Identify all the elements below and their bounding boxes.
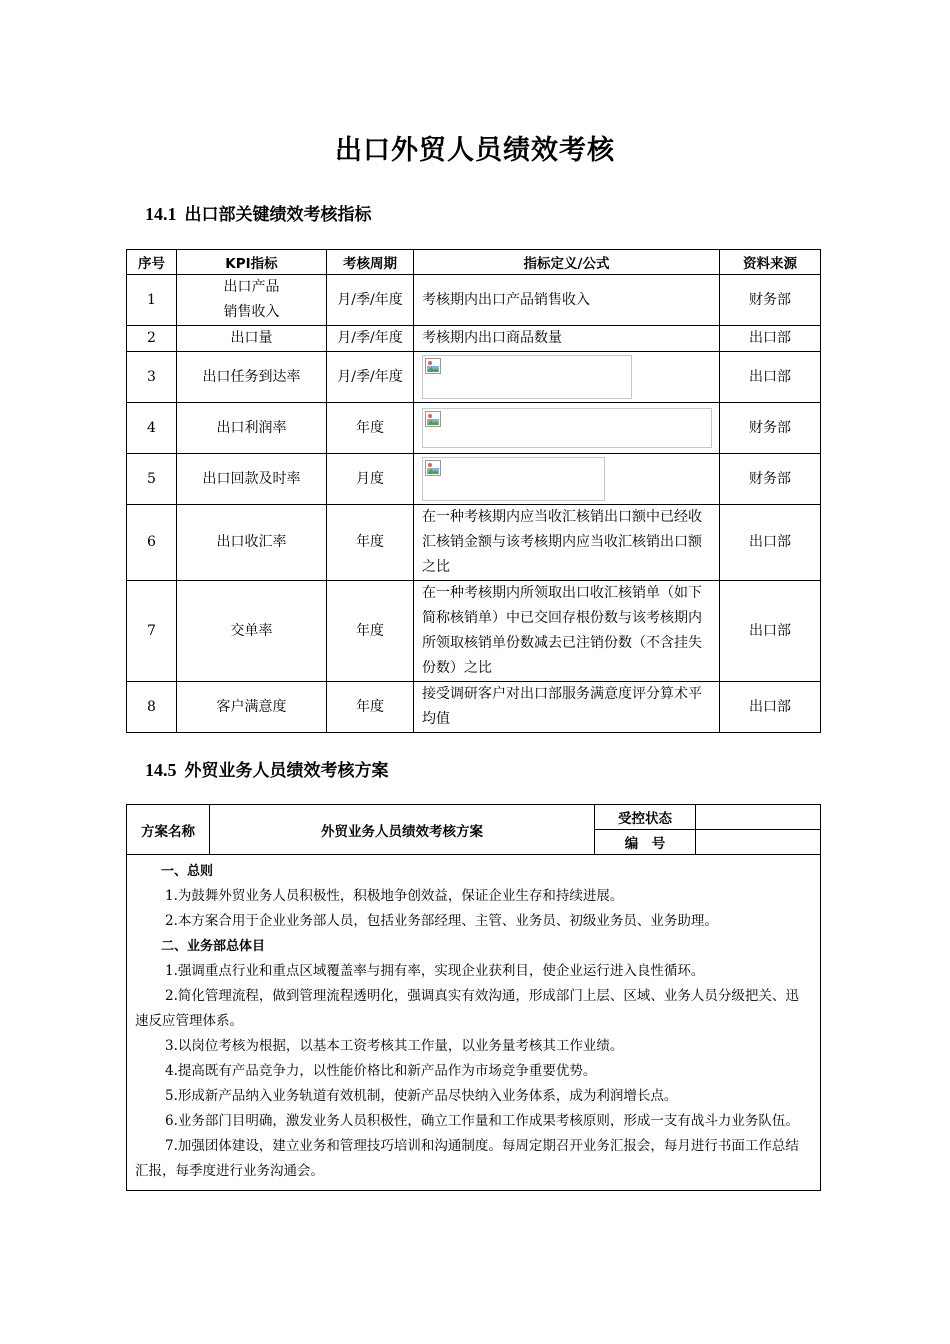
broken-image-icon (425, 358, 441, 374)
number-label: 编 号 (595, 830, 696, 855)
paragraph: 6.业务部门目明确，激发业务人员积极性，确立工作量和工作成果考核原则，形成一支有战斗力业务队伍。 (165, 1113, 799, 1129)
cell-definition (414, 454, 720, 505)
cell-kpi: 客户满意度 (177, 682, 327, 733)
paragraph: 2.本方案合用于企业业务部人员，包括业务部经理、主管、业务员、初级业务员、业务助理。 (165, 913, 718, 929)
cell-source: 出口部 (720, 326, 821, 352)
cell-no: 5 (127, 454, 177, 505)
table-row (127, 403, 821, 454)
cell-definition: 在一种考核期内应当收汇核销出口额中已经收汇核销金额与该考核期内应当收汇核销出口额之比 (414, 505, 720, 581)
paragraph: 4.提高既有产品竞争力，以性能价格比和新产品作为市场竞争重要优势。 (165, 1063, 597, 1079)
broken-image-icon (425, 411, 441, 427)
formula-image (422, 457, 605, 501)
header-cell: 考核周期 (327, 250, 414, 275)
cell-period: 年度 (327, 581, 414, 682)
paragraph: 7.加强团体建设，建立业务和管理技巧培训和沟通制度。每周定期召开业务汇报会，每月进行书面工作总结汇报，每季度进行业务沟通会。 (135, 1138, 799, 1179)
kpi-table (126, 249, 821, 733)
cell-definition (414, 352, 720, 403)
table-row (127, 454, 821, 505)
table-row (127, 352, 821, 403)
cell-period: 月/季/年度 (327, 275, 414, 326)
cell-period: 月度 (327, 454, 414, 505)
section-title: 出口部关键绩效考核指标 (184, 205, 372, 225)
cell-period: 年度 (327, 505, 414, 581)
cell-source: 财务部 (720, 403, 821, 454)
cell-definition: 考核期内出口商品数量 (414, 326, 720, 352)
cell-no: 7 (127, 581, 177, 682)
cell-period: 年度 (327, 403, 414, 454)
plan-body (127, 855, 821, 1191)
cell-no: 6 (127, 505, 177, 581)
status-value (696, 805, 821, 830)
section-title: 一、总则 (161, 864, 214, 879)
header-cell: 资料来源 (720, 250, 821, 275)
table-header-row (127, 250, 821, 275)
cell-definition (414, 403, 720, 454)
section-heading-plan (145, 756, 389, 781)
plan-table (126, 804, 821, 1191)
cell-no: 2 (127, 326, 177, 352)
paragraph: 1.强调重点行业和重点区域覆盖率与拥有率，实现企业获利目，使企业运行进入良性循环。 (165, 963, 705, 979)
status-label: 受控状态 (595, 805, 696, 830)
cell-kpi: 出口产品 销售收入 (177, 275, 327, 326)
number-value (696, 830, 821, 855)
cell-no: 1 (127, 275, 177, 326)
table-row (127, 505, 821, 581)
cell-period: 年度 (327, 682, 414, 733)
cell-kpi: 出口量 (177, 326, 327, 352)
paragraph: 1.为鼓舞外贸业务人员积极性，积极地争创效益，保证企业生存和持续进展。 (165, 888, 624, 904)
cell-period: 月/季/年度 (327, 352, 414, 403)
cell-definition: 接受调研客户对出口部服务满意度评分算术平均值 (414, 682, 720, 733)
paragraph: 2.简化管理流程，做到管理流程透明化，强调真实有效沟通，形成部门上层、区域、业务人员分级把关、迅速反应管理体系。 (135, 988, 799, 1029)
header-cell: 指标定义/公式 (414, 250, 720, 275)
plan-name-label: 方案名称 (127, 805, 210, 855)
cell-source: 出口部 (720, 682, 821, 733)
paragraph: 3.以岗位考核为根据，以基本工资考核其工作量，以业务量考核其工作业绩。 (165, 1038, 624, 1054)
cell-source: 财务部 (720, 275, 821, 326)
cell-kpi: 出口收汇率 (177, 505, 327, 581)
header-cell: 序号 (127, 250, 177, 275)
cell-no: 3 (127, 352, 177, 403)
paragraph: 5.形成新产品纳入业务轨道有效机制，使新产品尽快纳入业务体系，成为利润增长点。 (165, 1088, 678, 1104)
cell-source: 财务部 (720, 454, 821, 505)
table-row (127, 581, 821, 682)
cell-kpi: 出口回款及时率 (177, 454, 327, 505)
table-row (127, 682, 821, 733)
page-title: 出口外贸人员绩效考核 (335, 135, 615, 166)
section-number: 14.1 (145, 204, 177, 224)
section-number: 14.5 (145, 760, 177, 780)
cell-kpi: 出口利润率 (177, 403, 327, 454)
cell-definition: 考核期内出口产品销售收入 (414, 275, 720, 326)
cell-definition: 在一种考核期内所领取出口收汇核销单（如下简称核销单）中已交回存根份数与该考核期内所领取核销单份数减去已注销份数（不含挂失份数）之比 (414, 581, 720, 682)
formula-image (422, 408, 712, 448)
cell-period: 月/季/年度 (327, 326, 414, 352)
cell-kpi: 交单率 (177, 581, 327, 682)
section-title: 二、业务部总体目 (161, 939, 266, 954)
table-row (127, 326, 821, 352)
section-title: 外贸业务人员绩效考核方案 (184, 761, 389, 781)
plan-name-value: 外贸业务人员绩效考核方案 (210, 805, 595, 855)
cell-kpi: 出口任务到达率 (177, 352, 327, 403)
cell-source: 出口部 (720, 505, 821, 581)
formula-image (422, 355, 632, 399)
table-row (127, 275, 821, 326)
broken-image-icon (425, 460, 441, 476)
section-heading-kpi (145, 200, 372, 225)
cell-no: 8 (127, 682, 177, 733)
cell-source: 出口部 (720, 352, 821, 403)
cell-no: 4 (127, 403, 177, 454)
header-cell: KPI指标 (177, 250, 327, 275)
cell-source: 出口部 (720, 581, 821, 682)
